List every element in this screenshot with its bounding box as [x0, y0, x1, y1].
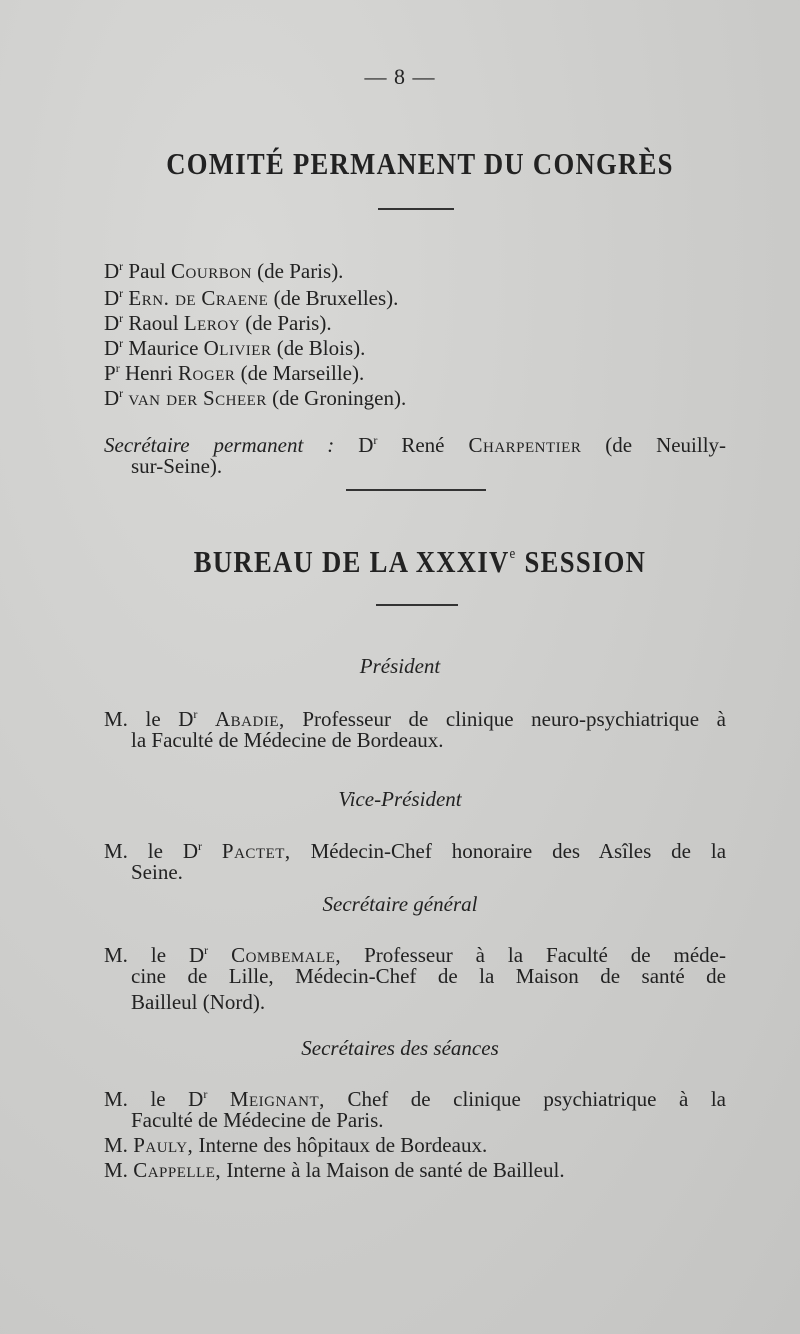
page-number: — 8 — [364, 64, 436, 89]
secretaire-general-label: Secrétaire général [322, 892, 478, 916]
secretary-permanent-cont: sur-Seine). [131, 454, 223, 478]
president-line-1: M. le $D^r$ Abadie, Professeur de clinique neuro-psychiatrique à [104, 707, 726, 731]
member-3: $D^r$ Raoul Leroy (de Paris). [104, 311, 332, 335]
member-4: $D^r$ Maurice Olivier (de Blois). [104, 336, 366, 360]
secretaire-general-line-3: Bailleul (Nord). [131, 990, 266, 1014]
member-6: $D^r$ van der Scheer (de Groningen). [104, 386, 407, 410]
seances-member-2: M. Pauly, Interne des hôpitaux de Bordeaux. [104, 1133, 488, 1157]
vice-president-line-2: Seine. [131, 860, 183, 884]
vice-president-label: Vice-Président [338, 787, 462, 811]
bureau-rule [376, 604, 458, 606]
secretaire-general-line-2: cine de Lille, Médecin-Chef de la Maison de santé de [131, 964, 726, 988]
secretaires-seances-label: Secrétaires des séances [301, 1036, 499, 1060]
member-2: $D^r$ Ern. de Craene (de Bruxelles). [104, 286, 399, 310]
president-label: Président [359, 654, 441, 678]
vice-president-line-1: M. le $D^r$ Pactet, Médecin-Chef honoraire des Asîles de la [104, 839, 727, 863]
president-line-2: la Faculté de Médecine de Bordeaux. [131, 728, 444, 752]
secretary-permanent: Secrétaire permanent : $D^r$ René Charpentier (de Neuilly- [104, 433, 727, 457]
seances-member-3: M. Cappelle, Interne à la Maison de santé de Bailleul. [104, 1158, 565, 1182]
seances-member-1-line-1: M. le $D^r$ Meignant, Chef de clinique psychiatrique à la [104, 1087, 726, 1111]
seances-member-1-line-2: Faculté de Médecine de Paris. [131, 1108, 384, 1132]
secretaire-general-line-1: M. le $D^r$ Combemale, Professeur à la Faculté de méde- [104, 943, 726, 967]
bureau-heading: BUREAU DE LA XXXIVe SESSION [193, 544, 647, 579]
member-1: $D^r$ Paul Courbon (de Paris). [104, 259, 344, 283]
member-5: $P^r$ Henri Roger (de Marseille). [104, 361, 365, 385]
comite-rule [378, 208, 454, 210]
comite-heading: COMITÉ PERMANENT DU CONGRÈS [166, 146, 674, 181]
section-divider [346, 489, 486, 491]
